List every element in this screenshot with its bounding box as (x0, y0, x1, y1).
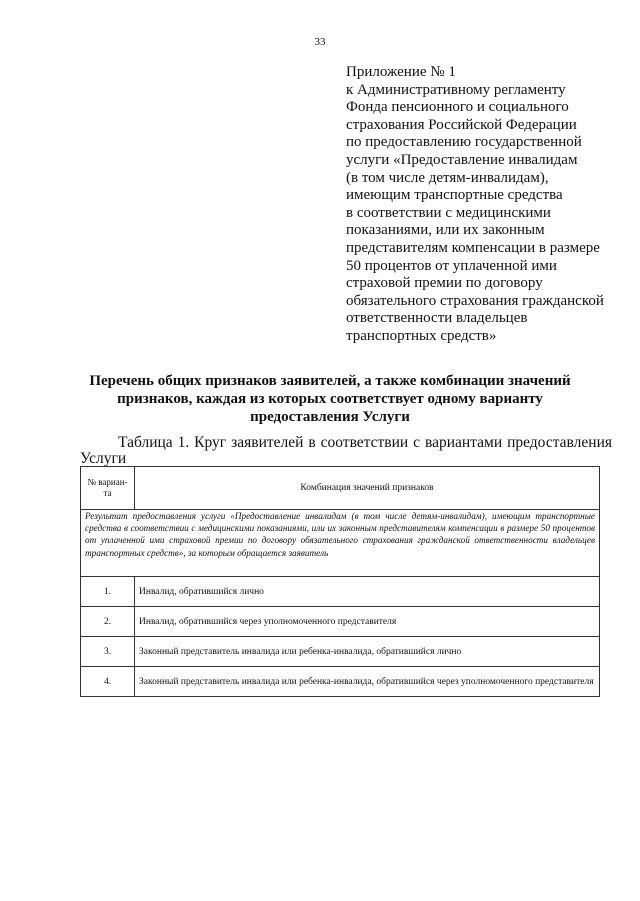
appendix-line: Фонда пенсионного и социального (346, 99, 569, 116)
appendix-line: (в том числе детям-инвалидам), (346, 169, 549, 186)
appendix-line: обязательного страхования гражданской (346, 292, 604, 309)
table-row (81, 637, 600, 667)
appendix-line: страхования Российской Федерации (346, 116, 577, 133)
variant-number: 3. (81, 637, 135, 667)
variant-combination: Инвалид, обратившийся через уполномоченного представителя (135, 607, 600, 637)
header-combination: Комбинация значений признаков (135, 467, 600, 510)
variant-number: 1. (81, 577, 135, 607)
appendix-line: транспортных средств» (346, 327, 497, 344)
variant-combination: Инвалид, обратившийся лично (135, 577, 600, 607)
variant-combination: Законный представитель инвалида или ребенка-инвалида, обратившийся лично (135, 637, 600, 667)
appendix-line: в соответствии с медицинскими (346, 204, 551, 221)
appendix-line: по предоставлению государственной (346, 134, 582, 151)
table-header-row (81, 467, 600, 510)
appendix-line: Приложение № 1 (346, 64, 456, 80)
table-row (81, 667, 600, 697)
table-row (81, 577, 600, 607)
variant-combination: Законный представитель инвалида или ребенка-инвалида, обратившийся через уполномоченного представителя (135, 667, 600, 697)
appendix-line: к Административному регламенту (346, 81, 566, 98)
variant-number: 4. (81, 667, 135, 697)
table-caption-line: Услуги (80, 450, 127, 467)
appendix-line: услуги «Предоставление инвалидам (346, 151, 578, 168)
appendix-line: показаниями, или их законным (346, 222, 545, 239)
result-description: Результат предоставления услуги «Предоставление инвалидам (в том числе детям-инвалидам), имеющим транспортные средства в соответствии с медицинскими показаниями, или их законным представителям компенсации в размере 50 процентов от уплаченной ими страховой премии по договору обязательного страхования гражданской ответственности владельцев транспортных средств», за которым обращается заявитель (81, 510, 600, 577)
applicants-table (80, 466, 600, 697)
appendix-line: представителям компенсации в размере (346, 239, 600, 256)
page-number: 33 (314, 36, 326, 48)
appendix-line: страховой премии по договору (346, 275, 543, 292)
table-row (81, 607, 600, 637)
appendix-block (346, 64, 626, 346)
heading-line: Перечень общих признаков заявителей, а также комбинации значений (89, 373, 571, 389)
table-caption-line: Таблица 1. Круг заявителей в соответствии с вариантами предоставления (118, 434, 612, 451)
variant-number: 2. (81, 607, 135, 637)
appendix-line: ответственности владельцев (346, 310, 528, 327)
appendix-line: имеющим транспортные средства (346, 187, 563, 204)
result-row (81, 510, 600, 577)
table-caption (80, 435, 612, 467)
heading-line: признаков, каждая из которых соответствует одному варианту (117, 391, 543, 407)
appendix-line: 50 процентов от уплаченной ими (346, 257, 557, 274)
header-variant-number: № вариан-та (81, 467, 135, 510)
heading-line: предоставления Услуги (250, 409, 410, 425)
section-heading (60, 372, 600, 426)
